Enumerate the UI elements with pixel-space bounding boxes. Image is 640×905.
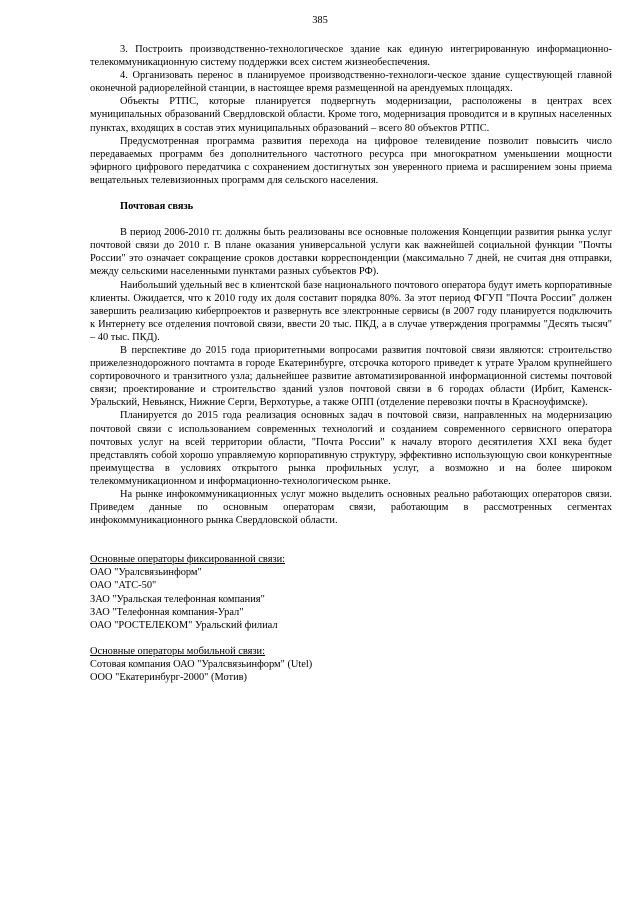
paragraph: 3. Построить производственно-технологическое здание как единую интегрированную информационно-телекоммуникационную систему поддержки всех систем жизнеобеспечения.: [90, 44, 612, 69]
paragraph: На рынке инфокоммуникационных услуг можно выделить основных реально работающих операторов связи. Приведем данные по основным операторам связи, работающим в рассмотренных сегментах инфокоммуникационного рынка Свердловской области.: [90, 489, 612, 527]
fixed-operators-list: [90, 553, 612, 632]
page-content: [90, 43, 612, 684]
paragraph: Планируется до 2015 года реализация основных задач в почтовой связи, направленных на модернизацию почтовой связи с использованием современных технологий и созданием современного сервисного оператора почтовых услуг на всей территории области, "Почта России" к началу второго десятилетия XXI века будет представлять собой хорошо управляемую корпоративную структуру, эффективно использующую свои конкурентные преимущества в условиях открытого рынка профильных услуг, а возможно и на более широком телекоммуникационном и информационно-технологическом рынке.: [90, 410, 612, 487]
paragraph: 4. Организовать перенос в планируемое производственно-технологи-ческое здание существующей главной оконечной радиорелейной станции, в настоящее время размещенной на арендуемых площадях.: [90, 70, 612, 95]
page-number: 385: [312, 15, 328, 26]
list-title: Основные операторы фиксированной связи:: [90, 554, 286, 566]
paragraph: Наибольший удельный вес в клиентской базе национального почтового оператора будут иметь корпоративные клиенты. Ожидается, что к 2010 году их доля составит порядка 80%. За этот период ФГУП "Почта России" должен завершить реализацию киберпроектов и развернуть все электронные сервисы (в 2007 году планируется подключить к Интернету все отделения почтовой связи, ввести 20 тыс. ПКД, а в случае утверждения программы "Десять тысяч" – 40 тыс. ПКД).: [90, 279, 612, 343]
list-item: Сотовая компания ОАО "Уралсвязьинформ" (Utel): [90, 658, 313, 670]
mobile-operators-list: [90, 645, 612, 684]
paragraph: В перспективе до 2015 года приоритетными вопросами развития почтовой связи являются: строительство прижелезнодорожного почтамта в городе Екатеринбурге, отсрочка которого приведет к утрате Уралом крупнейшего сортировочного и транзитного узла; дальнейшее развитие автоматизированной информационной системы почтовой связи; проектирование и строительство зданий узлов почтовой связи в 6 городах области (Ирбит, Каменск-Уральский, Невьянск, Нижние Серги, Верхотурье, а также ОПП (отделение перевозки почты в Красноуфимске).: [90, 344, 612, 409]
spacer: [90, 540, 612, 553]
spacer: [90, 632, 612, 645]
spacer: [90, 527, 612, 540]
paragraph: Объекты РТПС, которые планируется подвергнуть модернизации, расположены в центрах всех муниципальных образований Свердловской области. Кроме того, модернизация проводится и в крупных населенных пунктах, входящих в состав этих муниципальных образований – всего 80 объектов РТПС.: [90, 96, 612, 134]
list-title: Основные операторы мобильной связи:: [90, 645, 265, 657]
list-item: ЗАО "Телефонная компания-Урал": [90, 606, 244, 618]
list-item: ООО "Екатеринбург-2000" (Мотив): [90, 672, 247, 684]
list-item: ОАО "Уралсвязьинформ": [90, 567, 202, 579]
list-item: ОАО "АТС-50": [90, 580, 157, 592]
paragraph: Предусмотренная программа развития перехода на цифровое телевидение позволит повысить число передаваемых программ без дополнительного частотного ресурса при многократном уменьшении мощности эфирного цифрового передатчика с сохранением достигнутых зон уверенного приема и расширением зоны приема вещательных телевизионных программ для сельского населения.: [90, 135, 612, 186]
list-item: ОАО "РОСТЕЛЕКОМ" Уральский филиал: [90, 619, 278, 631]
paragraph: В период 2006-2010 гг. должны быть реализованы все основные положения Концепции развития рынка услуг почтовой связи до 2010 г. В плане оказания универсальной услуги как важнейшей социальной функции "Почты России" это означает сокращение сроков доставки корреспонденции (максимально 7 дней, не считая дня отправки, между сельскими населенными пунктами разных субъектов РФ).: [90, 227, 612, 278]
section-heading: Почтовая связь: [120, 201, 194, 213]
list-item: ЗАО "Уральская телефонная компания": [90, 593, 265, 605]
